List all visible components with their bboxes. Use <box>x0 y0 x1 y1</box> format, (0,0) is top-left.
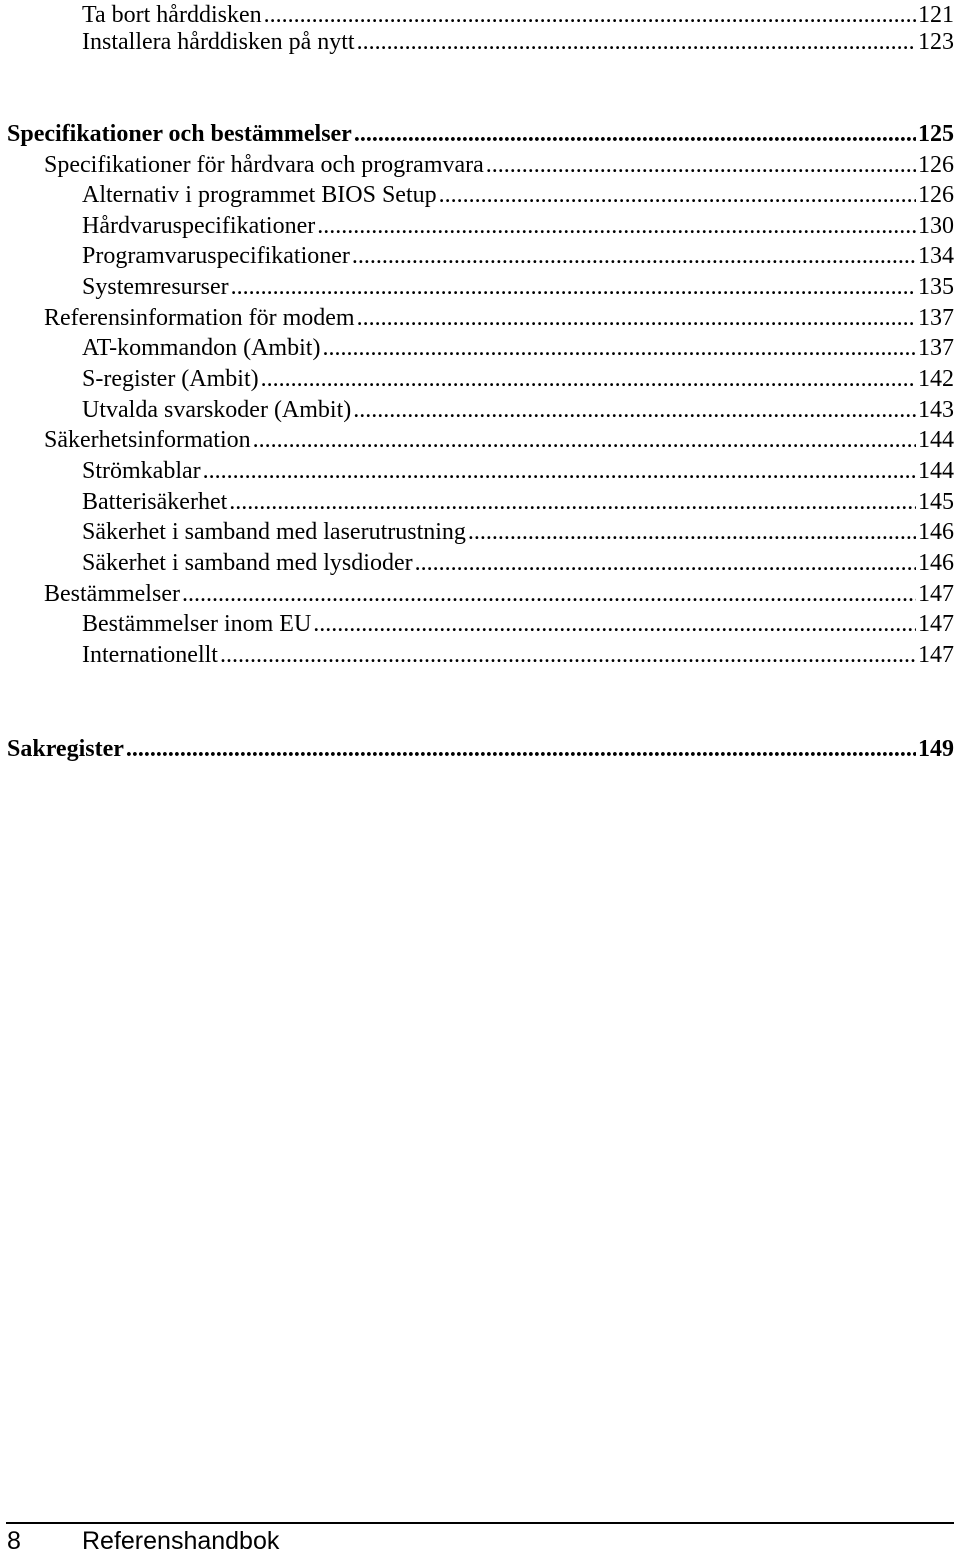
toc-entry-page: 146 <box>918 519 954 545</box>
toc-entry[interactable] <box>82 517 954 547</box>
toc-leader-dots <box>220 640 916 670</box>
toc-leader-dots <box>229 487 916 517</box>
toc-entry-page: 125 <box>918 121 954 147</box>
toc-entry-page: 137 <box>918 335 954 361</box>
toc-entry[interactable] <box>44 150 954 180</box>
toc-leader-dots <box>415 548 916 578</box>
toc-entry-page: 146 <box>918 550 954 576</box>
toc-entry[interactable] <box>82 456 954 486</box>
toc-leader-dots <box>317 211 916 241</box>
toc-entry-title: Bestämmelser <box>44 581 180 607</box>
toc-entry[interactable] <box>7 734 954 764</box>
toc-entry-page: 126 <box>918 152 954 178</box>
toc-entry-title: Sakregister <box>7 736 124 762</box>
toc-entry-page: 130 <box>918 213 954 239</box>
toc-leader-dots <box>439 180 916 210</box>
toc-entry-title: Referensinformation för modem <box>44 305 355 331</box>
toc-entry[interactable] <box>82 548 954 578</box>
toc-entry-title: Specifikationer och bestämmelser <box>7 121 352 147</box>
toc-entry[interactable] <box>82 364 954 394</box>
toc-entry-page: 144 <box>918 427 954 453</box>
toc-entry-page: 123 <box>918 29 954 55</box>
toc-entry[interactable] <box>7 119 954 149</box>
toc-leader-dots <box>231 272 916 302</box>
toc-entry-title: Utvalda svarskoder (Ambit) <box>82 397 352 423</box>
footer-page-number: 8 <box>7 1527 21 1555</box>
toc-entry-title: Strömkablar <box>82 458 201 484</box>
toc-entry[interactable] <box>82 211 954 241</box>
toc-entry-page: 149 <box>918 736 954 762</box>
toc-entry-page: 145 <box>918 489 954 515</box>
toc-entry[interactable] <box>82 640 954 670</box>
toc-entry-title: Internationellt <box>82 642 218 668</box>
toc-entry[interactable] <box>82 333 954 363</box>
toc-entry-title: Hårdvaruspecifikationer <box>82 213 316 239</box>
toc-leader-dots <box>357 27 916 57</box>
toc-entry[interactable] <box>82 241 954 271</box>
toc-entry-page: 142 <box>918 366 954 392</box>
toc-leader-dots <box>322 333 916 363</box>
footer-divider <box>6 1522 954 1524</box>
toc-entry-title: S-register (Ambit) <box>82 366 259 392</box>
toc-leader-dots <box>313 609 916 639</box>
toc-entry-page: 147 <box>918 611 954 637</box>
toc-entry-title: Säkerhet i samband med laserutrustning <box>82 519 466 545</box>
toc-leader-dots <box>352 241 916 271</box>
toc-entry[interactable] <box>82 395 954 425</box>
toc-leader-dots <box>468 517 916 547</box>
toc-leader-dots <box>264 0 916 30</box>
toc-entry[interactable] <box>82 487 954 517</box>
toc-entry-title: Alternativ i programmet BIOS Setup <box>82 182 437 208</box>
toc-entry[interactable] <box>44 579 954 609</box>
toc-entry-title: Bestämmelser inom EU <box>82 611 312 637</box>
toc-entry-page: 143 <box>918 397 954 423</box>
toc-entry[interactable] <box>82 609 954 639</box>
page-footer <box>0 1526 960 1556</box>
toc-entry-title: Ta bort hårddisken <box>82 2 262 28</box>
toc-entry[interactable] <box>44 425 954 455</box>
toc-leader-dots <box>253 425 916 455</box>
footer-book-title: Referenshandbok <box>82 1527 280 1555</box>
toc-entry-page: 135 <box>918 274 954 300</box>
toc-entry[interactable] <box>82 27 954 57</box>
toc-leader-dots <box>486 150 916 180</box>
toc-entry-page: 147 <box>918 581 954 607</box>
toc-leader-dots <box>353 395 916 425</box>
toc-entry-title: Programvaruspecifikationer <box>82 243 350 269</box>
toc-entry-title: Systemresurser <box>82 274 229 300</box>
toc-leader-dots <box>354 119 916 149</box>
toc-entry-page: 121 <box>918 2 954 28</box>
toc-entry-title: Säkerhetsinformation <box>44 427 251 453</box>
toc-entry-title: Installera hårddisken på nytt <box>82 29 355 55</box>
toc-entry-page: 137 <box>918 305 954 331</box>
toc-entry-title: Batterisäkerhet <box>82 489 228 515</box>
toc-entry-page: 126 <box>918 182 954 208</box>
toc-entry-title: AT-kommandon (Ambit) <box>82 335 321 361</box>
toc-leader-dots <box>203 456 916 486</box>
toc-entry-page: 144 <box>918 458 954 484</box>
toc-leader-dots <box>261 364 916 394</box>
toc-entry-title: Specifikationer för hårdvara och programvara <box>44 152 484 178</box>
toc-leader-dots <box>182 579 916 609</box>
toc-entry[interactable] <box>82 272 954 302</box>
toc-entry-title: Säkerhet i samband med lysdioder <box>82 550 413 576</box>
toc-entry-page: 147 <box>918 642 954 668</box>
toc-leader-dots <box>126 734 916 764</box>
toc-entry[interactable] <box>44 303 954 333</box>
toc-entry-page: 134 <box>918 243 954 269</box>
toc-leader-dots <box>357 303 916 333</box>
toc-entry[interactable] <box>82 0 954 30</box>
toc-entry[interactable] <box>82 180 954 210</box>
